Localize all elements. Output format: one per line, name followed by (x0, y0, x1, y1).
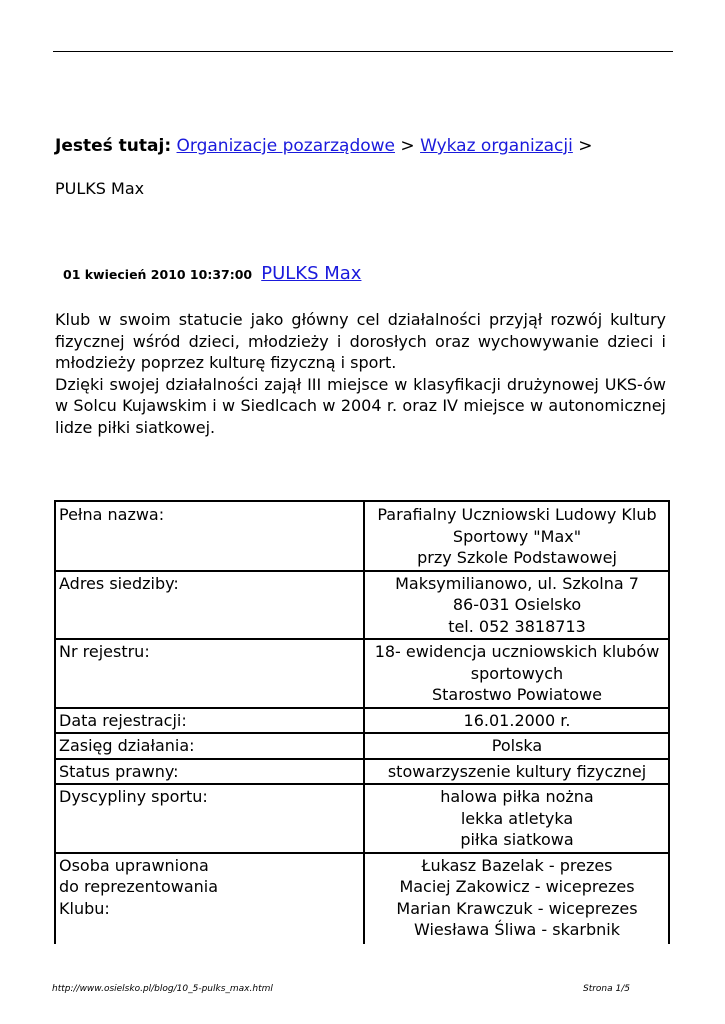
field-value-line: Marian Krawczuk - wiceprezes (396, 898, 638, 918)
field-value-line: lekka atletyka (460, 808, 574, 828)
table-row (55, 759, 669, 785)
table-row (55, 501, 669, 571)
field-label-line: Data rejestracji: (59, 710, 187, 730)
field-label (55, 501, 364, 571)
field-label-line: Nr rejestru: (59, 642, 150, 661)
field-label-line: Zasięg działania: (59, 736, 195, 755)
field-value (364, 733, 669, 759)
field-value-line: Starostwo Powiatowe (431, 685, 602, 704)
field-value-line: tel. 052 3818713 (448, 616, 586, 636)
breadcrumb-separator: > (578, 136, 593, 156)
field-label (55, 853, 364, 944)
description-paragraph: Klub w swoim statucie jako główny cel działalności przyjął rozwój kultury fizycznej wśród dzieci, młodzieży i dorosłych oraz wychowywanie dzieci i młodzieży poprzez kulturę fizyczną i sport. (55, 310, 666, 372)
field-value-line: Parafialny Uczniowski Ludowy Klub (377, 505, 657, 524)
club-info-table (54, 500, 670, 944)
field-value-line: Wiesława Śliwa - skarbnik (413, 920, 620, 939)
table-row (55, 639, 669, 708)
field-value (364, 759, 669, 785)
field-value (364, 853, 669, 944)
breadcrumb-link-wykaz[interactable]: Wykaz organizacji (420, 136, 573, 156)
field-value-line: przy Szkole Podstawowej (417, 548, 617, 567)
field-value-line: 86-031 Osielsko (452, 595, 582, 614)
field-label (55, 571, 364, 640)
field-value (364, 571, 669, 640)
field-label (55, 784, 364, 853)
footer-url: http://www.osielsko.pl/blog/10_5-pulks_max.html (52, 984, 273, 994)
breadcrumb-separator: > (400, 136, 415, 156)
breadcrumb-link-organizacje[interactable]: Organizacje pozarządowe (176, 136, 395, 156)
field-label (55, 733, 364, 759)
field-value (364, 639, 669, 708)
field-label (55, 708, 364, 734)
field-value-line: sportowych (470, 663, 564, 683)
field-label-line: Dyscypliny sportu: (59, 787, 208, 806)
field-label-line: Pełna nazwa: (59, 505, 165, 524)
field-value-line: 18- ewidencja uczniowskich klubów (374, 642, 660, 661)
post-title-link[interactable]: PULKS Max (261, 263, 362, 284)
field-value-line: 16.01.2000 r. (463, 710, 571, 730)
breadcrumb (55, 135, 593, 157)
field-label-line: do reprezentowania (59, 877, 219, 896)
page-title: PULKS Max (55, 179, 145, 198)
field-label (55, 639, 364, 708)
table-row (55, 733, 669, 759)
field-value-line: Maksymilianowo, ul. Szkolna 7 (395, 573, 639, 593)
post-date: 01 kwiecień 2010 10:37:00 (63, 267, 253, 282)
field-label-line: Status prawny: (59, 761, 179, 781)
field-label (55, 759, 364, 785)
post-description (55, 309, 666, 438)
field-label-line: Osoba uprawniona (59, 855, 209, 875)
field-value-line: halowa piłka nożna (440, 787, 594, 806)
field-label-line: Klubu: (59, 898, 110, 918)
table-row (55, 853, 669, 944)
field-value-line: piłka siatkowa (460, 830, 574, 849)
field-value-line: Maciej Zakowicz - wiceprezes (399, 877, 635, 896)
field-value (364, 784, 669, 853)
field-label-line: Adres siedziby: (59, 573, 179, 593)
field-value-line: Polska (491, 736, 543, 755)
field-value-line: stowarzyszenie kultury fizycznej (387, 761, 647, 781)
footer-page-number: Strona 1/5 (582, 984, 630, 994)
header-rule (53, 51, 673, 52)
post-header (63, 263, 361, 284)
table-row (55, 708, 669, 734)
field-value-line: Sportowy "Max" (452, 526, 582, 546)
breadcrumb-label: Jesteś tutaj: (55, 136, 172, 156)
table-row (55, 784, 669, 853)
field-value (364, 708, 669, 734)
field-value-line: Łukasz Bazelak - prezes (421, 855, 613, 875)
table-row (55, 571, 669, 640)
field-value (364, 501, 669, 571)
description-paragraph: Dzięki swojej działalności zajął III miejsce w klasyfikacji drużynowej UKS-ów w Solcu Kujawskim i w Siedlcach w 2004 r. oraz IV miejsce w autonomicznej lidze piłki siatkowej. (55, 374, 666, 437)
